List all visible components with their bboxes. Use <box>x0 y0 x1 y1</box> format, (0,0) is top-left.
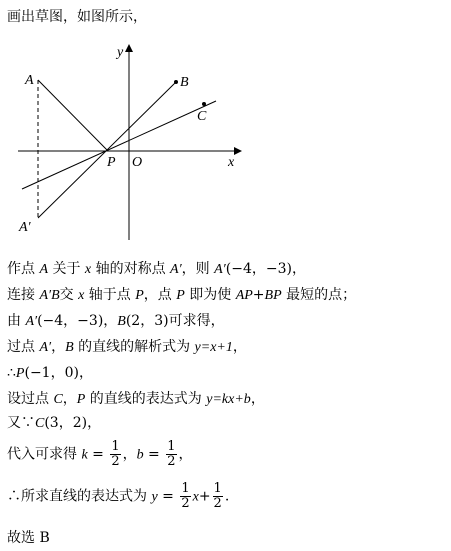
fraction-b <box>166 440 176 469</box>
l4-c: ， <box>51 339 66 355</box>
l4-a: 过点 <box>7 339 40 355</box>
l3-d: B <box>117 314 126 329</box>
l1-h: A′ <box>214 262 226 277</box>
fraction-k-num: 1 <box>111 439 120 454</box>
l1-b: A <box>39 262 49 277</box>
origin-label: O <box>132 155 143 170</box>
l2-i: 即为使 <box>184 287 236 303</box>
solution-line-7 <box>7 412 101 432</box>
l5-c: (−1，0)， <box>24 365 93 381</box>
fraction-intercept-num: 1 <box>213 481 222 496</box>
l1-i: (−4，−3)， <box>225 261 306 277</box>
l6-f: y=kx+b <box>206 392 251 407</box>
l2-h: P <box>176 288 185 303</box>
l6-a: 设过点 <box>7 391 54 407</box>
l6-c: ， <box>62 391 77 407</box>
l8-c: = <box>87 446 109 463</box>
fraction-k <box>110 440 120 469</box>
l2-j: AP <box>235 288 253 303</box>
fraction-intercept-den: 2 <box>213 496 222 511</box>
l1-d: x <box>84 262 92 277</box>
l9-c: = <box>157 488 179 505</box>
l7-a: 又∵ <box>7 415 35 431</box>
l2-e: 轴于点 <box>84 287 136 303</box>
point-b-dot <box>174 80 178 84</box>
solution-line-2 <box>7 284 356 304</box>
l2-b: A′B <box>39 288 60 303</box>
l7-b: C <box>35 416 45 431</box>
answer-line: 故选 B <box>7 530 50 546</box>
fraction-intercept <box>213 482 223 511</box>
l4-e: 的直线的解析式为 <box>73 339 195 355</box>
l1-f: A′ <box>170 262 182 277</box>
solution-line-8 <box>7 440 193 469</box>
l1-e: 轴的对称点 <box>91 261 171 277</box>
solution-line-3 <box>7 310 225 330</box>
fraction-slope <box>180 482 190 511</box>
l6-g: ， <box>250 391 265 407</box>
solution-line-1 <box>7 258 306 278</box>
l9-e: x <box>192 489 199 505</box>
l5-b: P <box>15 366 25 381</box>
l2-f: P <box>135 288 144 303</box>
l1-a: 作点 <box>7 261 40 277</box>
point-a-label: A <box>25 73 34 88</box>
l4-g: ， <box>232 339 247 355</box>
fraction-slope-den: 2 <box>181 496 190 511</box>
l4-d: B <box>65 340 74 355</box>
l3-b: A′ <box>25 314 38 329</box>
l2-c: 交 <box>59 287 79 303</box>
solution-line-6 <box>7 388 265 408</box>
l2-m: 最短的点； <box>281 287 357 303</box>
l6-e: 的直线的表达式为 <box>85 391 207 407</box>
l1-g: ，则 <box>181 261 215 277</box>
point-c-label: C <box>197 109 207 124</box>
l5-a: ∴ <box>7 365 16 381</box>
l9-h: . <box>224 488 230 505</box>
solution-line-9 <box>7 482 229 511</box>
fraction-slope-num: 1 <box>181 481 190 496</box>
l4-b: A′ <box>39 340 52 355</box>
l8-e: ， <box>122 446 137 463</box>
point-a-prime-label: A′ <box>19 220 31 235</box>
l2-l: BP <box>264 288 282 303</box>
segment-a-p <box>38 80 108 151</box>
solution-line-5 <box>7 362 93 382</box>
l1-c: 关于 <box>48 261 85 277</box>
fraction-k-den: 2 <box>111 454 120 469</box>
point-b-label: B <box>180 75 189 90</box>
l3-e: (2，3)可求得， <box>125 313 225 329</box>
x-axis-label: x <box>228 155 235 170</box>
l9-f: + <box>198 488 211 505</box>
l9-a: ∴所求直线的表达式为 <box>7 488 152 505</box>
l2-k: + <box>252 287 265 303</box>
l8-i: ， <box>178 446 193 463</box>
intro-text: 画出草图，如图所示， <box>7 9 147 25</box>
l8-a: 代入可求得 <box>7 446 82 463</box>
l7-c: (3，2)， <box>44 415 102 431</box>
l3-a: 由 <box>7 313 26 329</box>
line-c-p <box>22 101 216 189</box>
l2-g: ，点 <box>143 287 177 303</box>
l2-a: 连接 <box>7 287 40 303</box>
l4-f: y=x+1 <box>194 340 233 355</box>
fraction-b-num: 1 <box>167 439 176 454</box>
point-c-dot <box>202 102 206 106</box>
point-p-label: P <box>107 155 116 170</box>
y-axis-label: y <box>117 45 124 60</box>
solution-line-4 <box>7 336 247 356</box>
l2-d: x <box>78 288 85 303</box>
fraction-b-den: 2 <box>167 454 176 469</box>
l6-b: C <box>53 392 63 407</box>
l6-d: P <box>76 392 86 407</box>
l8-b: k <box>81 447 88 463</box>
l3-c: (−4，−3)， <box>37 313 118 329</box>
l8-f: b <box>136 447 144 463</box>
l9-b: y <box>151 489 158 505</box>
l8-g: = <box>143 446 165 463</box>
